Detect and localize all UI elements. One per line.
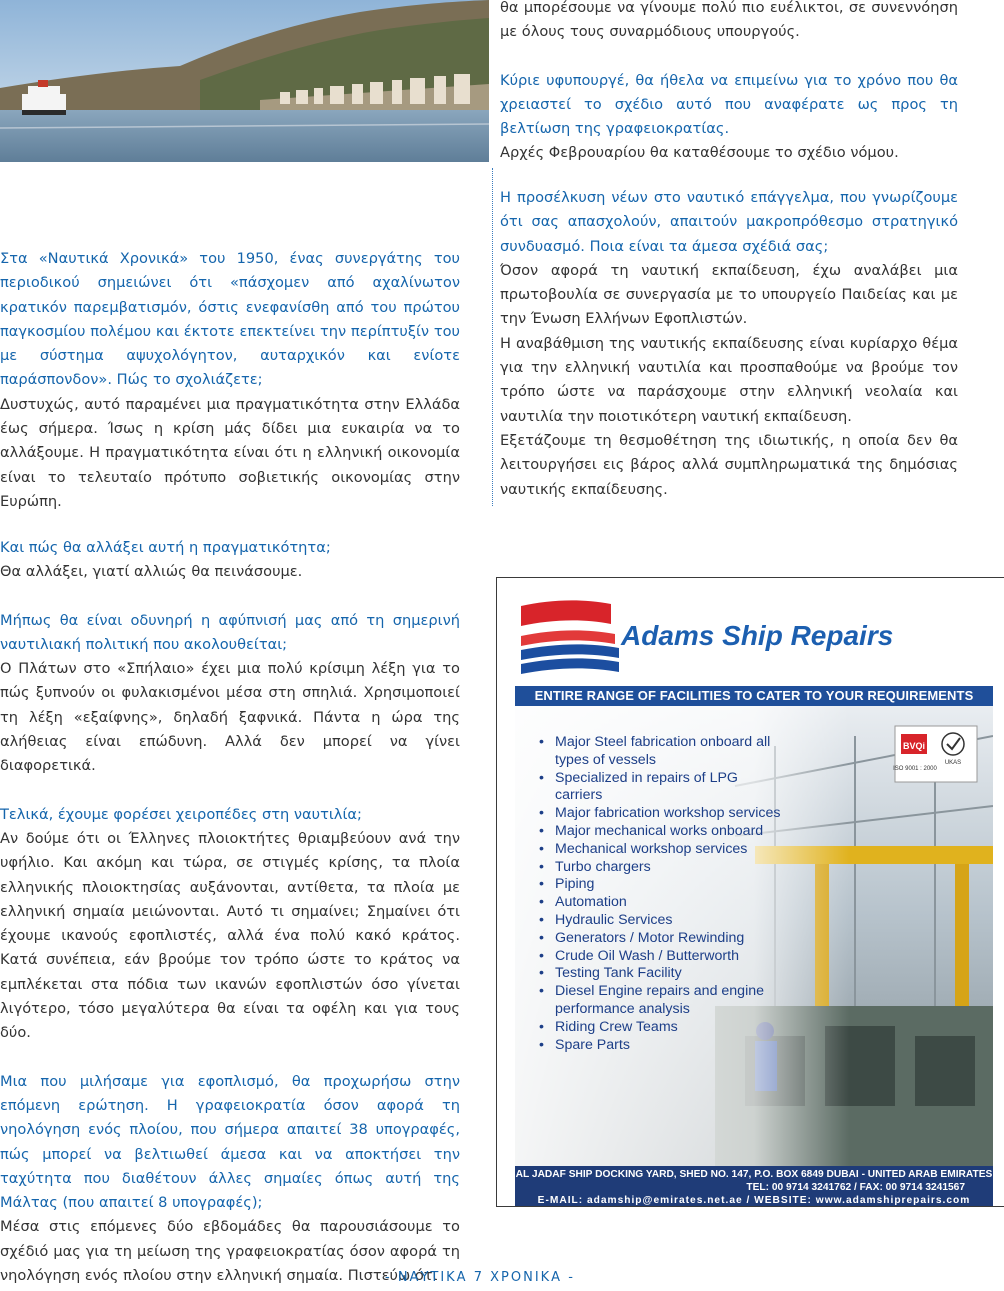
ad-banner: ENTIRE RANGE OF FACILITIES TO CATER TO YOUR REQUIREMENTS	[515, 686, 993, 706]
ukas-logo: UKAS	[944, 760, 962, 766]
ad-contact[interactable]: E-MAIL: adamship@emirates.net.ae / WEBSITE: www.adamshiprepairs.com	[537, 1195, 971, 1206]
service-item: • Major fabrication workshop services	[525, 805, 785, 823]
advertisement[interactable]	[496, 577, 1004, 1207]
answer-paragraph: Αρχές Φεβρουαρίου θα καταθέσουμε το σχέδιο νόμου.	[500, 144, 899, 162]
service-item: • Crude Oil Wash / Butterworth	[525, 948, 785, 966]
question-paragraph: Τελικά, έχουμε φορέσει χειροπέδες στη ναυτιλία;	[0, 805, 362, 823]
bvqi-logo: BVQi	[902, 741, 926, 751]
service-item: • Specialized in repairs of LPG carriers	[525, 770, 785, 806]
paragraph-gap	[0, 585, 460, 609]
service-item: • Generators / Motor Rewinding	[525, 930, 785, 948]
answer-paragraph: Αν δούμε ότι οι Έλληνες πλοιοκτήτες θριαμβεύουν ανά την υφήλιο. Και ακόμη και τώρα, σε στιγμές κρίσης, τα πλοία ελληνικής πλοιοκτησίας αυξάνονται, αντίθετα, τα πλοία με ελληνική σημαία μειώνονται. Αυτό τι σημαίνει; Σημαίνει ότι έχουμε ικανούς εφοπλιστές, αλλά ένα πολύ κακό κράτος. Κατά συνέπεια, εάν βρούμε τον τρόπο ώστε το κράτος να εμπλέκεται στα πόδια των ικανών εφοπλιστών όσο γίνεται λιγότερο, τόσο μεγαλύτερα θα είναι τα οφέλη και για τους δύο.	[0, 829, 460, 1042]
answer-paragraph: Ο Πλάτων στο «Σπήλαιο» έχει μια πολύ κρίσιμη λέξη για το πώς ξυπνούν οι φυλακισμένοι μέσα στη σπηλιά. Χρησιμοποιεί τη λέξη «εξαίφνης», δηλαδή ξαφνικά. Πάντα η ώρα της αλήθειας είναι επώδυνη. Αλλά δεν μπορεί να γίνει διαφορετικά.	[0, 660, 460, 775]
question-paragraph: Στα «Ναυτικά Χρονικά» του 1950, ένας συνεργάτης του περιοδικού σημειώνει ότι «πάσχομεν από αχαλίνωτον κρατικόν παρεμβατισμόν, όστις ενεφανίσθη από του πρώτου παγκοσμίου πολέμου και έκτοτε επεκτείνει την περίπτυξίν του με σύστημα αψυχολόγητον, αυταρχικόν και ενίοτε παράσπονδον». Πώς το σχολιάζετε;	[0, 250, 460, 389]
service-item: • Diesel Engine repairs and engine performance analysis	[525, 983, 785, 1019]
harbour-illustration	[0, 0, 489, 162]
column-divider	[492, 168, 493, 506]
service-item: • Turbo chargers	[525, 859, 785, 877]
answer-paragraph: Η αναβάθμιση της ναυτικής εκπαίδευσης είναι κυρίαρχο θέμα για την ελληνική ναυτιλία και προσπαθούμε να βρούμε τον τρόπο ώστε να παράσχουμε στην ελληνική νεολαία και ναυτιλία την ποιοτικότερη ναυτική εκπαίδευση.	[500, 334, 958, 425]
service-item: • Mechanical workshop services	[525, 841, 785, 859]
company-name: Adams Ship Repairs	[621, 620, 894, 651]
paragraph-gap	[0, 1046, 460, 1070]
left-column-bottom	[0, 536, 460, 1288]
answer-paragraph: Όσον αφορά τη ναυτική εκπαίδευση, έχω αναλάβει μια πρωτοβουλία σε συνεργασία με το υπουργείο Παιδείας και με την Ένωση Ελλήνων Εφοπλιστών.	[500, 261, 958, 328]
right-column-top	[500, 0, 958, 166]
question-paragraph: Μήπως θα είναι οδυνηρή η αφύπνισή μας από τη σημερινή ναυτιλιακή πολιτική που ακολουθείται;	[0, 611, 460, 653]
service-item: • Hydraulic Services	[525, 912, 785, 930]
answer-paragraph: Θα αλλάξει, γιατί αλλιώς θα πεινάσουμε.	[0, 563, 303, 581]
service-item: • Riding Crew Teams	[525, 1019, 785, 1037]
service-item: • Major mechanical works onboard	[525, 823, 785, 841]
service-item: • Piping	[525, 876, 785, 894]
question-paragraph: Η προσέλκυση νέων στο ναυτικό επάγγελμα, που γνωρίζουμε ότι σας απασχολούν, απαιτούν μακροπρόθεσμο στρατηγικό συνδυασμό. Ποια είναι τα άμεσα σχέδιά σας;	[500, 189, 958, 255]
question-paragraph: Μια που μιλήσαμε για εφοπλισμό, θα προχωρήσω στην επόμενη ερώτηση. Η γραφειοκρατία όσον αφορά τη νηολόγηση ενός πλοίου, που σήμερα απαιτεί 38 υπογραφές, πώς μπορεί να βελτιωθεί άμεσα και να αποκτήσει την ταχύτητα που διαθέτουν άλλες σημαίες όπως αυτή της Μάλτας (που απαιτεί 8 υπογραφές);	[0, 1072, 460, 1212]
ad-header	[497, 578, 1004, 688]
ad-body	[515, 706, 993, 1166]
right-column-middle	[500, 186, 958, 502]
question-paragraph: Κύριε υφυπουργέ, θα ήθελα να επιμείνω για το χρόνο που θα χρειαστεί το σχέδιο αυτό που αναφέρατε ως προς τη βελτίωση της γραφειοκρατίας.	[500, 71, 958, 138]
service-item: • Automation	[525, 894, 785, 912]
answer-paragraph: θα μπορέσουμε να γίνουμε πολύ πιο ευέλικτοι, σε συνεννόηση με όλους τους συναρμόδιους υπουργούς.	[500, 0, 958, 41]
service-item: • Spare Parts	[525, 1037, 785, 1055]
service-item: • Testing Tank Facility	[525, 965, 785, 983]
page-footer: - ΝΑΥΤΙΚΑ 7 ΧΡΟΝΙΚΑ -	[385, 1270, 575, 1285]
harbour-photo	[0, 0, 489, 162]
iso-label: ISO 9001 : 2000	[893, 766, 937, 772]
ad-phone: TEL: 00 9714 3241762 / FAX: 00 9714 3241567	[746, 1182, 965, 1193]
certification-badges	[893, 726, 977, 782]
question-paragraph: Και πώς θα αλλάξει αυτή η πραγματικότητα;	[0, 539, 331, 556]
ad-footer	[515, 1166, 993, 1206]
answer-paragraph: Δυστυχώς, αυτό παραμένει μια πραγματικότητα στην Ελλάδα έως σήμερα. Ίσως η κρίση μάς δίδει μια ευκαιρία να το αλλάξουμε. Η πραγματικότητα είναι ότι η ελληνική οικονομία είναι το τελευταίο πρότυπο σοβιετικής οικονομίας στην Ευρώπη.	[0, 395, 460, 510]
left-column-top	[0, 247, 460, 514]
answer-paragraph: Μέσα στις επόμενες δύο εβδομάδες θα παρουσιάσουμε το σχέδιό μας για τη μείωση της γραφειοκρατίας όσον αφορά τη νηολόγηση ενός πλοίου στην ελληνική σημαία. Πιστεύω ότι	[0, 1218, 460, 1285]
service-item: • Major Steel fabrication onboard all types of vessels	[525, 734, 785, 770]
service-list	[525, 734, 785, 1054]
paragraph-gap	[500, 45, 958, 69]
ad-address: AL JADAF SHIP DOCKING YARD, SHED NO. 147, P.O. BOX 6849 DUBAI - UNITED ARAB EMIRATES	[515, 1169, 993, 1180]
answer-paragraph: Εξετάζουμε τη θεσμοθέτηση της ιδιωτικής, η οποία δεν θα λειτουργήσει εις βάρος αλλά συμπληρωματικά της δημόσιας ναυτικής εκπαίδευσης.	[500, 431, 958, 498]
paragraph-gap	[0, 779, 460, 803]
